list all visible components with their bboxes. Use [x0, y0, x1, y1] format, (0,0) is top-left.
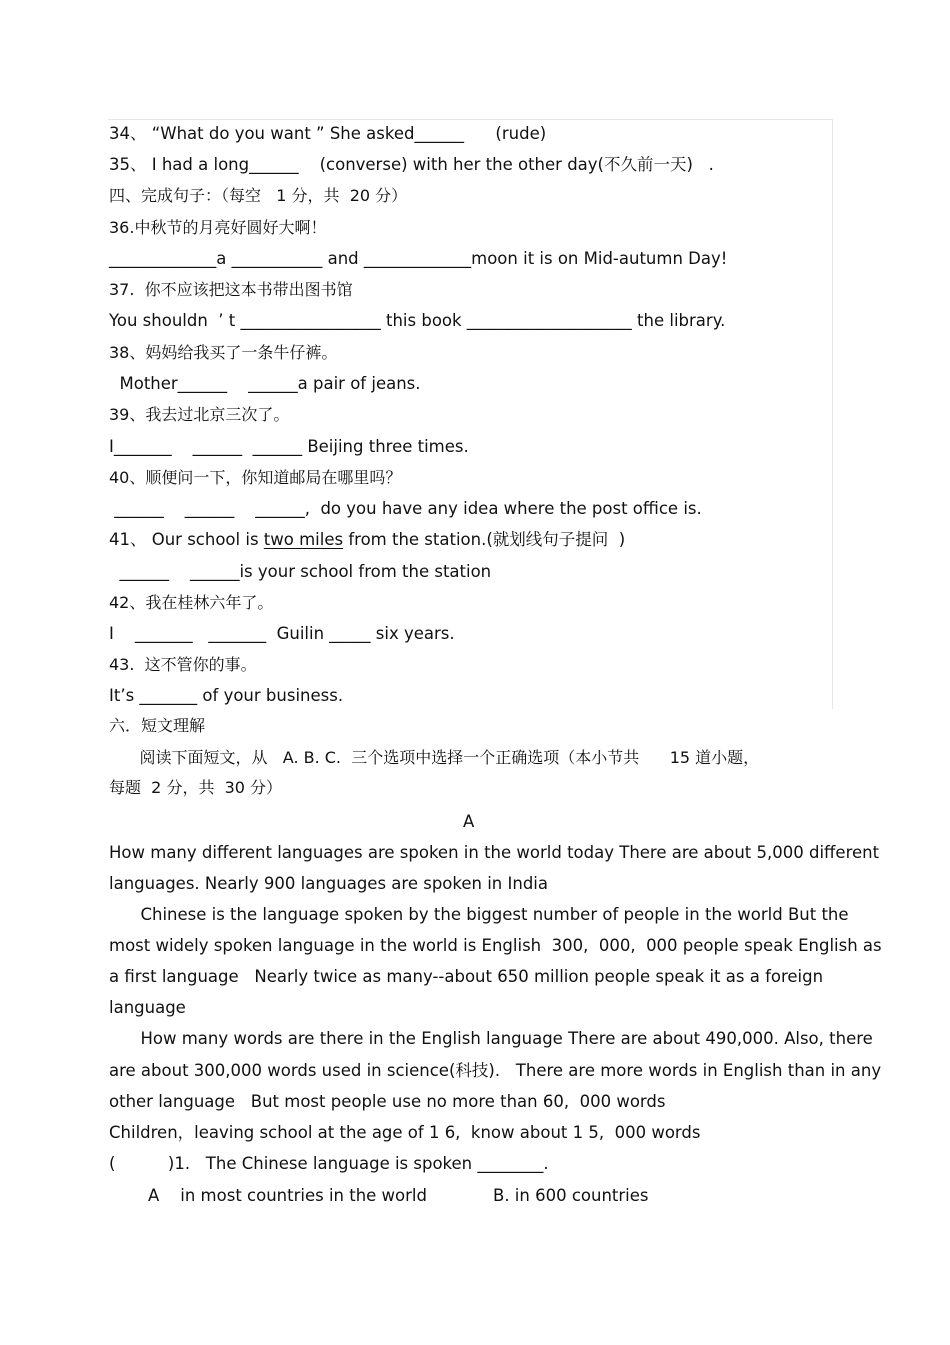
- passage-line-9: other language But most people use no more than 60, 000 words: [109, 1092, 666, 1111]
- question-43-blanks: It’s _______ of your business.: [109, 686, 344, 705]
- underlined-phrase: two miles: [263, 530, 344, 549]
- question-1-option-a: A in most countries in the world: [148, 1186, 427, 1205]
- passage-line-1: How many different languages are spoken in the world today There are about 5,000 different: [109, 843, 880, 862]
- question-41-text-c: from the station.(就划线句子提问 ): [343, 530, 626, 549]
- passage-line-10: Children，leaving school at the age of 1 6, know about 1 5, 000 words: [109, 1123, 701, 1142]
- question-39-prompt: 39、我去过北京三次了。: [109, 405, 290, 424]
- question-36-prompt: 36.中秋节的月亮好圆好大啊！: [109, 218, 327, 237]
- question-41-blanks: ______ ______is your school from the station: [109, 562, 492, 581]
- section-6-heading: 六．短文理解: [109, 716, 206, 735]
- passage-line-6: language: [109, 998, 186, 1017]
- question-43-prompt: 43. 这不管你的事。: [109, 655, 257, 674]
- question-38-blanks: Mother______ ______a pair of jeans.: [109, 374, 421, 393]
- question-37-blanks: You shouldn ’ t _________________ this book ____________________ the library.: [109, 311, 726, 330]
- question-42-prompt: 42、我在桂林六年了。: [109, 593, 274, 612]
- question-1: ( )1. The Chinese language is spoken ________.: [109, 1154, 549, 1173]
- question-41-text-a: 41、 Our school is: [109, 530, 264, 549]
- question-40-prompt: 40、顺便问一下，你知道邮局在哪里吗？: [109, 468, 402, 487]
- passage-line-4: most widely spoken language in the world is English 300, 000, 000 people speak English as: [109, 936, 882, 955]
- question-34: 34、 “What do you want ” She asked______ (rude): [109, 124, 547, 143]
- question-38-prompt: 38、妈妈给我买了一条牛仔裤。: [109, 343, 338, 362]
- passage-line-7: How many words are there in the English language There are about 490,000. Also, there: [109, 1029, 873, 1048]
- question-1-option-b: B. in 600 countries: [493, 1186, 649, 1205]
- passage-a-title: A: [463, 812, 475, 831]
- passage-line-3: Chinese is the language spoken by the biggest number of people in the world But the: [109, 905, 849, 924]
- frame-right-border: [832, 119, 833, 709]
- section-6-instructions-cont: 每题 2 分，共 30 分）: [109, 778, 283, 797]
- passage-line-2: languages. Nearly 900 languages are spoken in India: [109, 874, 548, 893]
- question-40-blanks: ______ ______ ______, do you have any idea where the post office is.: [109, 499, 702, 518]
- passage-line-8: are about 300,000 words used in science(科技). There are more words in English than in any: [109, 1061, 882, 1080]
- section-6-instructions: 阅读下面短文，从 A. B. C. 三个选项中选择一个正确选项（本小节共 15 道小题，: [109, 748, 760, 767]
- question-41-prompt: [109, 530, 625, 550]
- question-42-blanks: I _______ _______ Guilin _____ six years.: [109, 624, 455, 643]
- question-35: 35、 I had a long______ (converse) with her the other day(不久前一天) .: [109, 155, 714, 174]
- passage-line-5: a first language Nearly twice as many--about 650 million people speak it as a foreign: [109, 967, 824, 986]
- section-4-heading: 四、完成句子：（每空 1 分，共 20 分）: [109, 186, 408, 205]
- question-36-blanks: _____________a ___________ and _____________moon it is on Mid-autumn Day!: [109, 249, 728, 268]
- frame-top-border: [108, 119, 833, 120]
- question-37-prompt: 37. 你不应该把这本书带出图书馆: [109, 280, 353, 299]
- question-39-blanks: I_______ ______ ______ Beijing three times.: [109, 437, 469, 456]
